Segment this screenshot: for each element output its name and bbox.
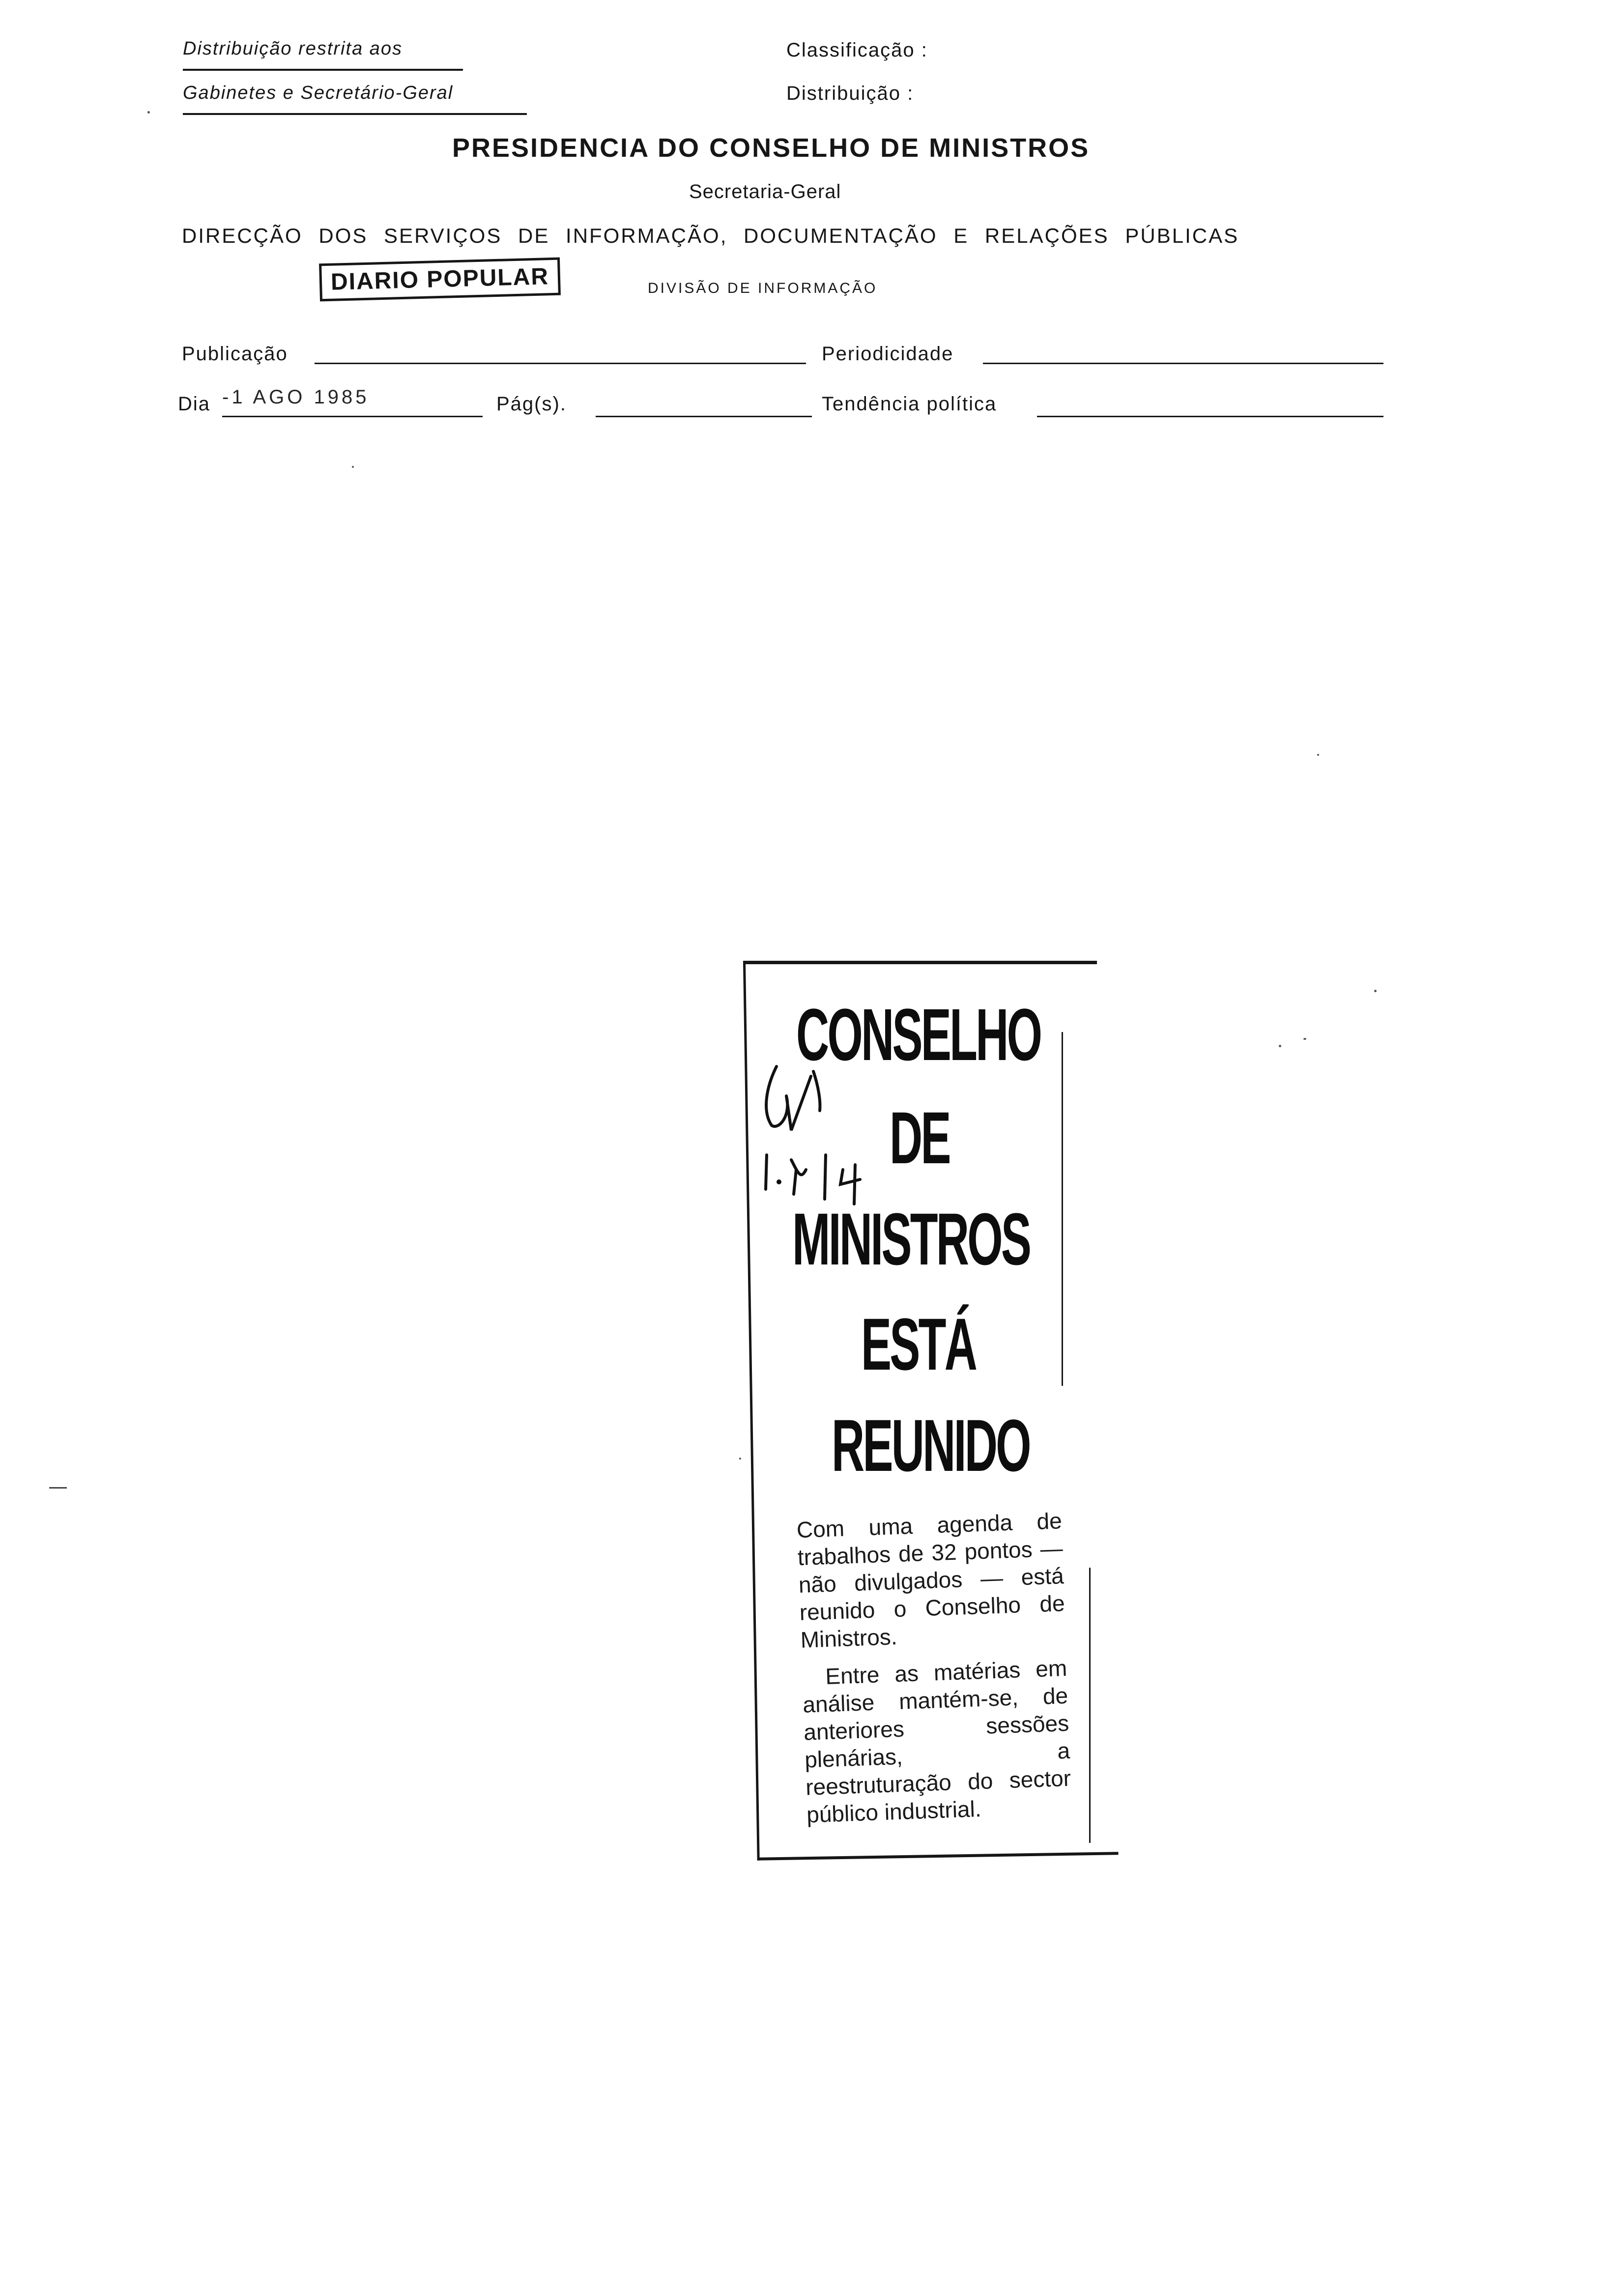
headline-line-2: DE: [890, 1096, 950, 1179]
classificacao-label: Classificação :: [786, 39, 928, 61]
scan-speck: [147, 111, 150, 114]
headline-line-1: CONSELHO: [796, 993, 1041, 1076]
direccao-line: DIRECÇÃO DOS SERVIÇOS DE INFORMAÇÃO, DOCUMENTAÇÃO E RELAÇÕES PÚBLICAS: [182, 224, 1239, 247]
clipping-right-edge: [1062, 1032, 1063, 1386]
scan-speck: [352, 466, 354, 468]
document-title: PRESIDENCIA DO CONSELHO DE MINISTROS: [452, 133, 1090, 163]
dia-value: -1 AGO 1985: [222, 386, 370, 408]
scan-mark: [49, 1487, 67, 1489]
clipping-paragraph-2: Entre as matérias em análise mantém-se, de anteriores sessões plenárias, a reestruturação do sector público industrial.: [802, 1655, 1071, 1828]
scan-speck: [739, 1458, 741, 1460]
restriction-line-1: Distribuição restrita aos: [183, 38, 403, 59]
publicacao-label: Publicação: [182, 343, 288, 365]
headline-line-5: REUNIDO: [832, 1404, 1030, 1487]
handwritten-annotation: [757, 1057, 865, 1214]
tendencia-label: Tendência política: [822, 393, 997, 415]
scan-speck: [1317, 754, 1319, 756]
periodicidade-field: [983, 363, 1383, 364]
scan-speck: [1279, 1045, 1281, 1047]
headline-line-4: ESTÁ: [861, 1303, 976, 1385]
scan-speck: [1374, 990, 1377, 992]
dia-field: [222, 416, 483, 417]
document-subtitle: Secretaria-Geral: [689, 181, 841, 202]
restriction-underline-2: [183, 113, 527, 115]
tendencia-field: [1037, 416, 1383, 417]
scan-speck: [1303, 1038, 1306, 1040]
clipping-right-edge-lower: [1089, 1568, 1091, 1843]
clipping-paragraph-1: Com uma agenda de trabalhos de 32 pontos — não divulgados — está reunido o Conselho de Ministros.: [796, 1508, 1065, 1653]
divisao-label: DIVISÃO DE INFORMAÇÃO: [648, 280, 878, 296]
publicacao-field: [315, 363, 806, 364]
headline-line-3: MINISTROS: [792, 1198, 1030, 1280]
pags-label: Pág(s).: [496, 393, 567, 415]
restriction-line-2: Gabinetes e Secretário-Geral: [183, 83, 454, 103]
periodicidade-label: Periodicidade: [822, 343, 954, 365]
distribuicao-label: Distribuição :: [786, 83, 914, 104]
publication-stamp: DIARIO POPULAR: [319, 258, 561, 302]
clipping-body: [796, 1507, 1073, 1838]
restriction-underline-1: [183, 69, 463, 71]
pags-field: [596, 416, 812, 417]
dia-label: Dia: [178, 393, 211, 415]
